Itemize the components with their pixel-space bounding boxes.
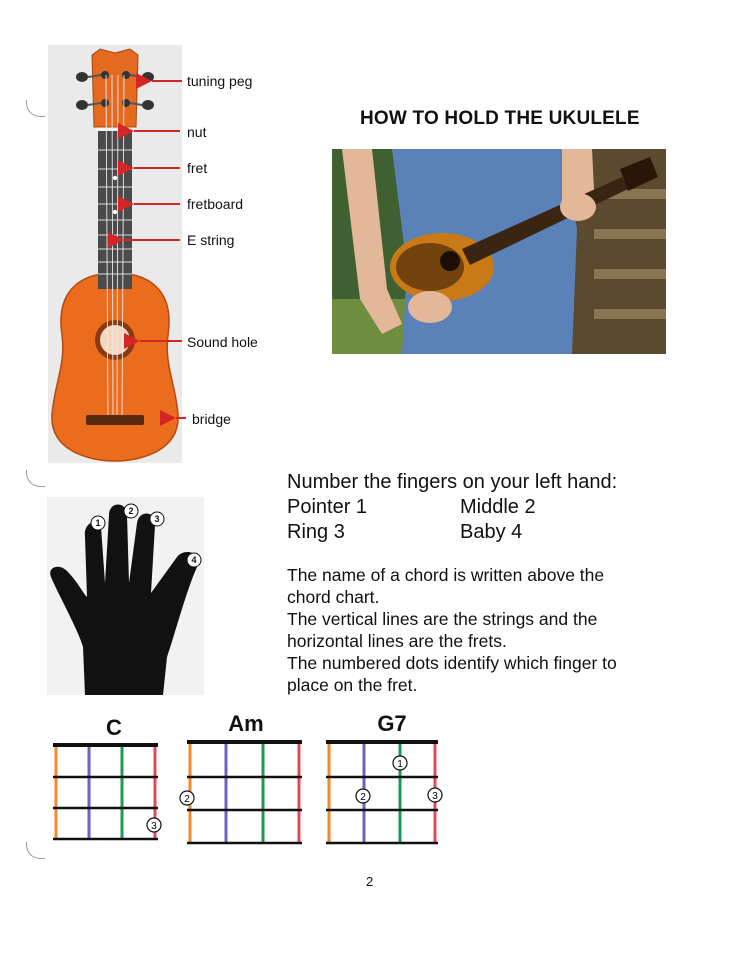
chord-g7-dot-2: 2 bbox=[360, 792, 366, 803]
chord-g7-dot-3: 3 bbox=[432, 791, 438, 802]
explanation-line-6: place on the fret. bbox=[287, 675, 418, 695]
holding-ukulele-photo bbox=[332, 149, 666, 354]
hand-number-1: 1 bbox=[95, 518, 101, 528]
hand-number-3: 3 bbox=[154, 514, 160, 524]
chord-c-dot: 3 bbox=[151, 821, 157, 832]
chord-charts bbox=[0, 730, 736, 860]
label-fretboard: fretboard bbox=[187, 196, 244, 212]
explanation-line-1: The name of a chord is written above the bbox=[287, 565, 605, 585]
chord-am-dot: 2 bbox=[184, 794, 190, 805]
finger-baby: Baby 4 bbox=[460, 521, 523, 543]
finger-pointer: Pointer 1 bbox=[287, 496, 368, 518]
chord-g7-dot-1: 1 bbox=[397, 759, 403, 770]
label-e-string: E string bbox=[187, 232, 235, 248]
page-number: 2 bbox=[366, 874, 374, 889]
chord-chart-c bbox=[53, 744, 161, 840]
label-tuning-peg: tuning peg bbox=[187, 73, 253, 89]
fingers-heading: Number the fingers on your left hand: bbox=[287, 471, 618, 493]
finger-middle: Middle 2 bbox=[460, 496, 536, 518]
explanation-line-5: The numbered dots identify which finger to bbox=[287, 653, 617, 673]
chord-name-g7: G7 bbox=[377, 711, 407, 736]
hand-number-4: 4 bbox=[191, 555, 197, 565]
explanation-line-2: chord chart. bbox=[287, 587, 380, 607]
label-nut: nut bbox=[187, 124, 207, 140]
finger-ring: Ring 3 bbox=[287, 521, 345, 543]
label-fret: fret bbox=[187, 160, 208, 176]
label-sound-hole: Sound hole bbox=[187, 334, 258, 350]
chord-chart-g7 bbox=[326, 742, 442, 843]
explanation-text bbox=[287, 564, 617, 696]
page-title: HOW TO HOLD THE UKULELE bbox=[360, 108, 640, 129]
chord-name-c: C bbox=[106, 715, 122, 740]
chord-chart-am bbox=[180, 742, 302, 843]
chord-name-am: Am bbox=[228, 711, 264, 736]
hand-number-2: 2 bbox=[128, 506, 134, 516]
left-hand-diagram bbox=[47, 497, 204, 695]
explanation-line-3: The vertical lines are the strings and the bbox=[287, 609, 598, 629]
label-bridge: bridge bbox=[192, 411, 231, 427]
explanation-line-4: horizontal lines are the frets. bbox=[287, 631, 507, 651]
